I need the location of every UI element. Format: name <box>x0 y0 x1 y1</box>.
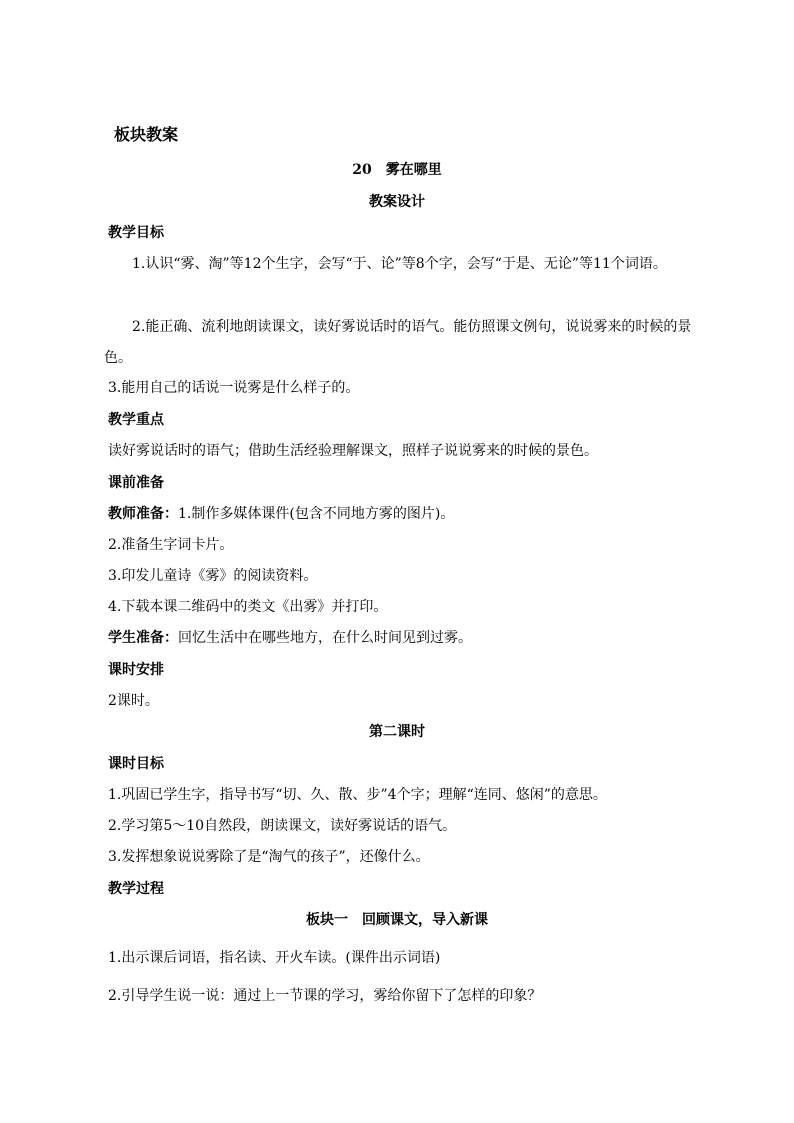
key-points-heading: 教学重点 <box>108 412 164 428</box>
objective-item-3: 3.能用自己的话说一说雾是什么样子的。 <box>108 380 360 396</box>
period-objectives-heading: 课时目标 <box>108 756 164 772</box>
schedule-heading: 课时安排 <box>108 662 164 678</box>
teacher-preparation-item-4: 4.下载本课二维码中的类文《出雾》并打印。 <box>108 599 388 615</box>
objectives-heading: 教学目标 <box>108 225 164 241</box>
teacher-preparation-item-3: 3.印发儿童诗《雾》的阅读资料。 <box>108 568 318 584</box>
key-points-text: 读好雾说话时的语气；借助生活经验理解课文，照样子说说雾来的时候的景色。 <box>108 443 598 459</box>
teacher-preparation-item-1: 1.制作多媒体课件(包含不同地方雾的图片)。 <box>178 506 455 522</box>
student-preparation <box>108 628 472 648</box>
teacher-preparation-label: 教师准备： <box>108 506 178 522</box>
preparation-heading: 课前准备 <box>108 475 164 491</box>
period-objective-item-3: 3.发挥想象说说雾除了是“淘气的孩子”，还像什么。 <box>108 849 430 865</box>
objective-item-1: 1.认识“雾、淘”等12个生字，会写“于、论”等8个字，会写“于是、无论”等11个词语。 <box>132 256 667 272</box>
student-preparation-label: 学生准备： <box>108 630 178 646</box>
lesson-title-text: 雾在哪里 <box>385 162 442 178</box>
process-heading: 教学过程 <box>108 881 164 897</box>
block-one-item-2: 2.引导学生说一说：通过上一节课的学习，雾给你留下了怎样的印象？ <box>108 988 542 1004</box>
document-type-heading: 板块教案 <box>114 125 179 144</box>
block-one-title: 板块一 回顾课文，导入新课 <box>306 912 488 928</box>
student-preparation-text: 回忆生活中在哪些地方，在什么时间见到过雾。 <box>178 630 472 646</box>
lesson-number: 20 <box>352 162 372 178</box>
teacher-preparation-item-2: 2.准备生字词卡片。 <box>108 537 234 553</box>
second-period-title: 第二课时 <box>369 724 425 740</box>
objective-item-2: 2.能正确、流利地朗读课文，读好雾说话时的语气。能仿照课文例句，说说雾来的时候的景色。 <box>104 319 692 366</box>
period-objective-item-1: 1.巩固已学生字，指导书写“切、久、散、步”4个字；理解“连同、悠闲”的意思。 <box>108 787 607 803</box>
block-one-item-1: 1.出示课后词语，指名读、开火车读。(课件出示词语) <box>108 950 441 966</box>
lesson-title <box>0 160 794 180</box>
period-objective-item-2: 2.学习第5～10自然段，朗读课文，读好雾说话的语气。 <box>108 818 457 834</box>
schedule-text: 2课时。 <box>108 693 159 709</box>
teacher-preparation <box>108 504 454 524</box>
lesson-subtitle: 教案设计 <box>369 194 425 210</box>
